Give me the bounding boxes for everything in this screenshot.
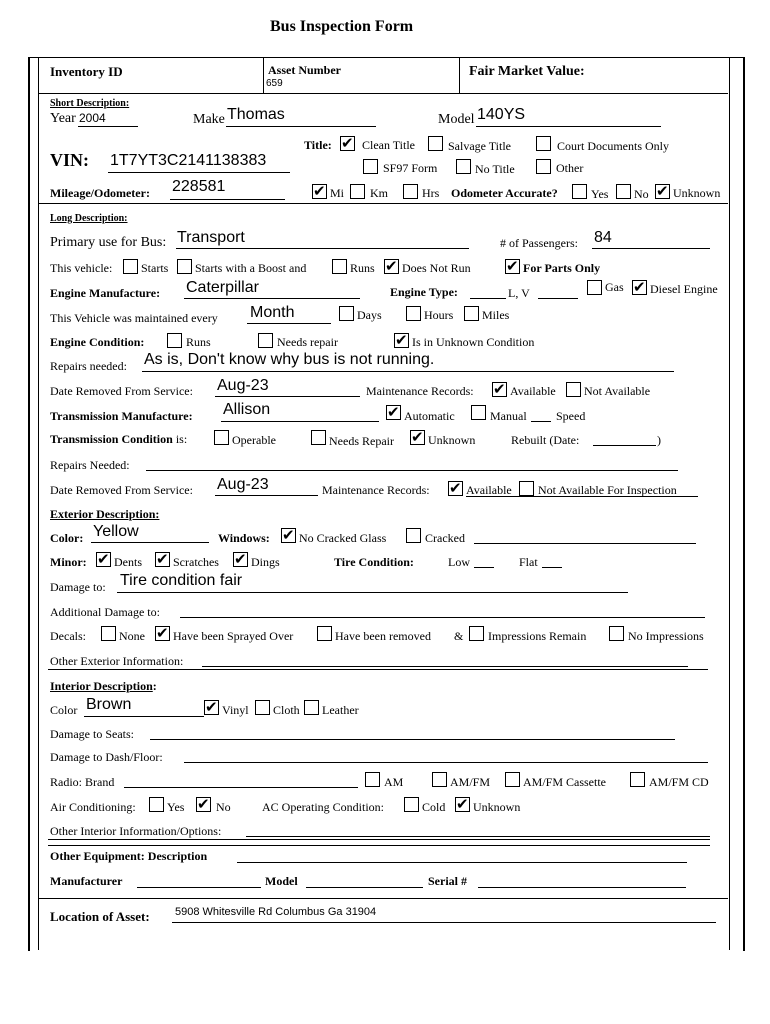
odo-yes-checkbox[interactable] (572, 184, 587, 199)
mi-check-icon: ✔ (313, 182, 326, 200)
asset-number-label: Asset Number (268, 63, 341, 77)
tc-unknown-label: Unknown (428, 433, 476, 447)
gas-label: Gas (605, 280, 624, 294)
amfm-checkbox[interactable] (432, 772, 447, 787)
manual-checkbox[interactable] (471, 405, 486, 420)
engine-mfr-value[interactable]: Caterpillar (186, 279, 259, 296)
other-int-line-3 (48, 845, 710, 846)
description-label: Description (147, 849, 208, 863)
other-title-checkbox[interactable] (536, 159, 551, 174)
other-int-line (246, 836, 710, 837)
ec-unknown-label: Is in Unknown Condition (412, 335, 535, 349)
cloth-checkbox[interactable] (255, 700, 270, 715)
year-value[interactable]: 2004 (79, 111, 106, 125)
damage-value[interactable]: Tire condition fair (120, 572, 243, 589)
starts-boost-checkbox[interactable] (177, 259, 192, 274)
repairs-needed-line (142, 371, 674, 372)
manual-speed-line (531, 421, 551, 422)
vin-label: VIN: (50, 150, 89, 170)
repairs-needed2-label: Repairs Needed: (50, 458, 130, 472)
operable-label: Operable (232, 433, 276, 447)
no-cracked-label: No Cracked Glass (299, 531, 387, 545)
engine-mfr-line (184, 298, 360, 299)
salvage-title-label: Salvage Title (448, 139, 512, 153)
maint-not-available-label: Not Available (584, 384, 651, 398)
radio-line (124, 787, 358, 788)
automatic-check-icon: ✔ (387, 403, 400, 421)
leather-checkbox[interactable] (304, 700, 319, 715)
short-desc-divider (39, 203, 728, 204)
rebuilt-close: ) (657, 433, 661, 447)
ac-yes-checkbox[interactable] (149, 797, 164, 812)
tire-low-label: Low (448, 555, 470, 569)
date-removed2-label: Date Removed From Service: (50, 483, 193, 497)
trans-cond-label (50, 432, 187, 447)
additional-damage-line (180, 617, 705, 618)
impressions-remain-checkbox[interactable] (469, 626, 484, 641)
passengers-value[interactable]: 84 (594, 229, 612, 246)
ac-cond-label: AC Operating Condition: (262, 800, 384, 814)
dents-label: Dents (114, 555, 142, 569)
ext-color-label: Color: (50, 531, 84, 545)
other-int-label: Other Interior Information/Options: (50, 824, 222, 838)
trans-mfr-label: Transmission Manufacture: (50, 409, 193, 423)
ec-needs-repair-label: Needs repair (277, 335, 338, 349)
dings-label: Dings (251, 555, 280, 569)
hours-label: Hours (424, 308, 454, 322)
manual-label: Manual (490, 409, 527, 423)
ec-needs-repair-checkbox[interactable] (258, 333, 273, 348)
odo-no-label: No (634, 187, 649, 201)
impressions-remain-label: Impressions Remain (488, 629, 587, 643)
seats-label: Damage to Seats: (50, 727, 134, 741)
maint2-not-available-checkbox[interactable] (519, 481, 534, 496)
sf97-checkbox[interactable] (363, 159, 378, 174)
maint-records-label: Maintenance Records: (366, 384, 474, 398)
date-removed-line (215, 396, 360, 397)
radio-label: Radio: Brand (50, 775, 115, 789)
mi-label: Mi (330, 186, 345, 200)
am-label: AM (384, 775, 404, 789)
decals-label: Decals: (50, 629, 86, 643)
trans-cond-label-text: Transmission Condition (50, 432, 173, 446)
engine-cond-label: Engine Condition: (50, 335, 145, 349)
location-label: Location of Asset: (50, 909, 150, 924)
seats-line (150, 739, 675, 740)
manufacturer-line (137, 887, 261, 888)
maintained-value[interactable]: Month (250, 304, 295, 321)
runs-checkbox[interactable] (332, 259, 347, 274)
no-title-label: No Title (475, 162, 515, 176)
other-ext-label: Other Exterior Information: (50, 654, 184, 668)
equip-model-line (306, 887, 423, 888)
maint-not-available-checkbox[interactable] (566, 382, 581, 397)
date-removed-label: Date Removed From Service: (50, 384, 193, 398)
tire-flat-line (542, 567, 562, 568)
damage-label: Damage to: (50, 580, 106, 594)
odo-unknown-check-icon: ✔ (656, 182, 669, 200)
cracked-line (474, 543, 696, 544)
ec-runs-checkbox[interactable] (167, 333, 182, 348)
mileage-line (170, 199, 285, 200)
clean-title-label: Clean Title (362, 138, 416, 152)
other-int-line-2 (48, 839, 710, 840)
primary-use-line (176, 248, 469, 249)
hrs-checkbox[interactable] (403, 184, 418, 199)
tc-needs-repair-label: Needs Repair (329, 434, 394, 448)
decals-sprayed-label: Have been Sprayed Over (173, 629, 294, 643)
maint-records2-label: Maintenance Records: (322, 483, 430, 497)
speed-label: Speed (556, 409, 586, 423)
fair-market-label: Fair Market Value: (469, 64, 585, 79)
scratches-check-icon: ✔ (156, 550, 169, 568)
int-color-label: Color (50, 703, 78, 717)
miles-checkbox[interactable] (464, 306, 479, 321)
amfm-label: AM/FM (450, 775, 491, 789)
ac-unknown-check-icon: ✔ (456, 795, 469, 813)
odo-yes-label: Yes (591, 187, 609, 201)
ec-runs-label: Runs (186, 335, 211, 349)
dents-check-icon: ✔ (97, 550, 110, 568)
odo-unknown-label: Unknown (673, 186, 721, 200)
km-checkbox[interactable] (350, 184, 365, 199)
odo-no-checkbox[interactable] (616, 184, 631, 199)
salvage-title-checkbox[interactable] (428, 136, 443, 151)
ext-color-line (91, 542, 209, 543)
minor-label: Minor: (50, 555, 87, 569)
amfm-cassette-label: AM/FM Cassette (523, 775, 607, 789)
vinyl-label: Vinyl (222, 703, 249, 717)
parts-only-label: For Parts Only (523, 261, 601, 275)
title-label: Title: (304, 138, 332, 152)
hours-checkbox[interactable] (406, 306, 421, 321)
header-divider-2 (459, 57, 460, 93)
short-desc-heading: Short Description: (50, 98, 130, 109)
runs-label: Runs (350, 261, 375, 275)
other-title-label: Other (556, 161, 584, 175)
engine-v-line (538, 298, 578, 299)
no-title-checkbox[interactable] (456, 159, 471, 174)
year-label: Year (50, 111, 76, 126)
make-value[interactable]: Thomas (227, 106, 285, 123)
frame-inner-left (38, 57, 39, 950)
km-label: Km (370, 186, 388, 200)
maint2-available-check-icon: ✔ (449, 479, 462, 497)
does-not-run-check-icon: ✔ (385, 257, 398, 275)
maint2-underline (466, 496, 698, 497)
trans-cond-is-text: is: (175, 432, 188, 446)
dash-line (184, 762, 708, 763)
cracked-checkbox[interactable] (406, 528, 421, 543)
model-value[interactable]: 140YS (477, 106, 526, 123)
int-color-line (84, 716, 204, 717)
decals-sprayed-check-icon: ✔ (156, 624, 169, 642)
miles-label: Miles (482, 308, 510, 322)
ac-cold-label: Cold (422, 800, 446, 814)
engine-type-label: Engine Type: (390, 285, 458, 299)
ext-color-value[interactable]: Yellow (93, 523, 139, 540)
maint2-not-available-label: Not Available For Inspection (538, 483, 677, 497)
inventory-id-label: Inventory ID (50, 64, 123, 79)
interior-heading (50, 679, 157, 694)
scratches-label: Scratches (173, 555, 219, 569)
decals-amp: & (454, 629, 464, 643)
operable-checkbox[interactable] (214, 430, 229, 445)
ac-no-check-icon: ✔ (197, 795, 210, 813)
cracked-label: Cracked (425, 531, 465, 545)
rebuilt-label: Rebuilt (Date: (511, 433, 580, 447)
maint-available-label: Available (510, 384, 556, 398)
form-title: Bus Inspection Form (270, 18, 414, 35)
header-row (39, 57, 728, 94)
clean-title-check-icon: ✔ (341, 134, 354, 152)
court-docs-label: Court Documents Only (557, 139, 669, 153)
interior-heading-text: Interior Description (50, 679, 153, 693)
int-color-value[interactable]: Brown (86, 696, 132, 713)
diesel-label: Diesel Engine (650, 282, 718, 296)
engine-l-line (470, 298, 506, 299)
decals-removed-label: Have been removed (335, 629, 431, 643)
tc-unknown-check-icon: ✔ (411, 428, 424, 446)
no-impressions-checkbox[interactable] (609, 626, 624, 641)
windows-label: Windows: (218, 531, 270, 545)
other-equipment-label (50, 849, 207, 864)
tc-needs-repair-checkbox[interactable] (311, 430, 326, 445)
parts-only-check-icon: ✔ (506, 257, 519, 275)
ac-yes-label: Yes (167, 800, 185, 814)
location-line (172, 922, 716, 923)
exterior-heading: Exterior Description: (50, 507, 160, 521)
frame-inner-right (729, 57, 730, 950)
serial-line (478, 887, 686, 888)
this-vehicle-label: This vehicle: (50, 261, 113, 275)
decals-none-checkbox[interactable] (101, 626, 116, 641)
model-label: Model (438, 112, 475, 127)
maint2-available-label: Available (466, 483, 512, 497)
vin-line (108, 172, 290, 173)
damage-line (117, 592, 628, 593)
date-removed2-line (215, 495, 318, 496)
odo-accurate-label: Odometer Accurate? (451, 186, 558, 200)
other-equipment-label-text: Other Equipment: (50, 849, 145, 863)
court-docs-checkbox[interactable] (536, 136, 551, 151)
repairs-needed-value[interactable]: As is, Don't know why bus is not running. (144, 351, 435, 368)
equipment-divider (39, 898, 728, 899)
diesel-check-icon: ✔ (633, 278, 646, 296)
maintained-label: This Vehicle was maintained every (50, 311, 218, 325)
starts-label: Starts (141, 261, 169, 275)
header-divider-1 (263, 57, 264, 93)
no-cracked-check-icon: ✔ (282, 526, 295, 544)
ac-cold-checkbox[interactable] (404, 797, 419, 812)
trans-mfr-value[interactable]: Allison (223, 401, 271, 418)
dings-check-icon: ✔ (234, 550, 247, 568)
cloth-label: Cloth (273, 703, 300, 717)
passengers-label: # of Passengers: (500, 236, 578, 250)
starts-checkbox[interactable] (123, 259, 138, 274)
tire-cond-label: Tire Condition: (334, 555, 414, 569)
date-removed2-value[interactable]: Aug-23 (217, 476, 269, 493)
am-checkbox[interactable] (365, 772, 380, 787)
ec-unknown-check-icon: ✔ (395, 331, 408, 349)
decals-removed-checkbox[interactable] (317, 626, 332, 641)
rebuilt-line (593, 445, 656, 446)
interior-heading-colon: : (152, 679, 157, 693)
repairs-needed-label: Repairs needed: (50, 359, 127, 373)
other-ext-line-2 (48, 669, 708, 670)
ac-label: Air Conditioning: (50, 800, 136, 814)
make-line (226, 126, 376, 127)
hrs-label: Hrs (422, 186, 440, 200)
tire-flat-label: Flat (519, 555, 538, 569)
engine-mfr-label: Engine Manufacture: (50, 286, 161, 300)
other-ext-line (202, 666, 688, 667)
no-impressions-label: No Impressions (628, 629, 704, 643)
asset-number-value[interactable]: 659 (266, 78, 283, 89)
days-checkbox[interactable] (339, 306, 354, 321)
mileage-value[interactable]: 228581 (172, 178, 226, 195)
sf97-label: SF97 Form (383, 161, 438, 175)
serial-label: Serial # (428, 874, 467, 888)
automatic-label: Automatic (404, 409, 455, 423)
location-value[interactable]: 5908 Whitesville Rd Columbus Ga 31904 (175, 906, 377, 918)
amfm-cd-label: AM/FM CD (649, 775, 709, 789)
does-not-run-label: Does Not Run (402, 261, 471, 275)
days-label: Days (357, 308, 382, 322)
primary-use-value[interactable]: Transport (177, 229, 245, 246)
ac-no-label: No (216, 800, 231, 814)
date-removed-value[interactable]: Aug-23 (217, 377, 269, 394)
amfm-cassette-checkbox[interactable] (505, 772, 520, 787)
make-label: Make (193, 112, 225, 127)
maintained-line (247, 323, 331, 324)
vinyl-check-icon: ✔ (205, 698, 218, 716)
long-desc-heading: Long Description: (50, 213, 128, 224)
mileage-label: Mileage/Odometer: (50, 186, 150, 200)
manufacturer-label: Manufacturer (50, 874, 123, 888)
leather-label: Leather (322, 703, 359, 717)
passengers-line (592, 248, 710, 249)
engine-lv-label: L, V (508, 286, 530, 300)
description-line (237, 862, 687, 863)
maint-available-check-icon: ✔ (493, 380, 506, 398)
gas-checkbox[interactable] (587, 280, 602, 295)
ac-unknown-label: Unknown (473, 800, 521, 814)
model-line (476, 126, 661, 127)
trans-mfr-line (221, 421, 379, 422)
equip-model-label: Model (265, 874, 298, 888)
dash-label: Damage to Dash/Floor: (50, 750, 163, 764)
year-line (78, 126, 138, 127)
vin-value[interactable]: 1T7YT3C2141138383 (110, 152, 267, 169)
amfm-cd-checkbox[interactable] (630, 772, 645, 787)
tire-low-line (474, 567, 494, 568)
decals-none-label: None (119, 629, 145, 643)
additional-damage-label: Additional Damage to: (50, 605, 160, 619)
primary-use-label: Primary use for Bus: (50, 235, 167, 250)
starts-boost-label: Starts with a Boost and (195, 261, 307, 275)
repairs-needed2-line (146, 470, 678, 471)
